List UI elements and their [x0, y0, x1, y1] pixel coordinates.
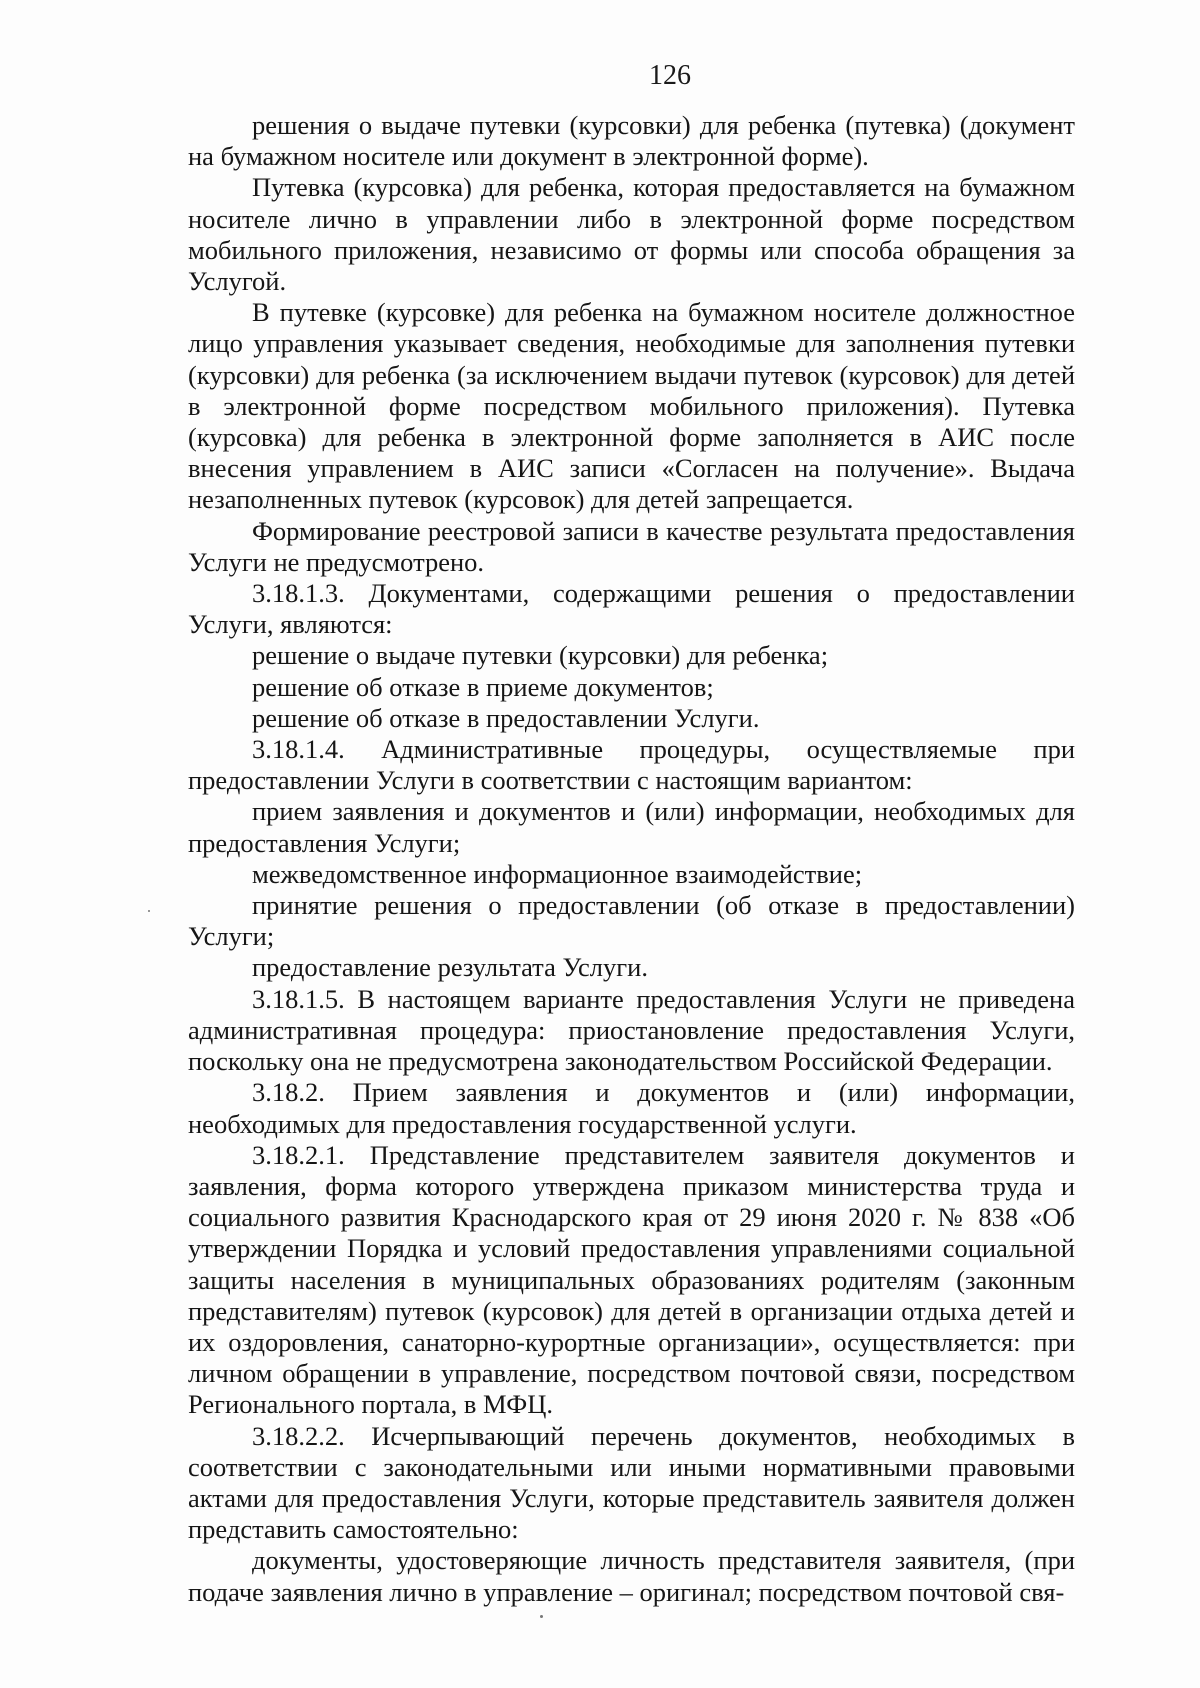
list-item-result-provision: предоставление результата Услуги. [252, 952, 648, 983]
paragraph-registry-record: Формирование реестровой записи в качестве результата предоставления Услуги не предусмотрено. [188, 515, 1075, 577]
list-item-refusal-service: решение об отказе в предоставлении Услуги. [252, 702, 760, 733]
paragraph-3-18-2-2: 3.18.2.2. Исчерпывающий перечень документов, необходимых в соответствии с законодательными или иными нормативными правовыми актами для предоставления Услуги, которые представитель заявителя должен представить самостоятельно: [188, 1420, 1075, 1545]
paragraph-result-decision: решения о выдаче путевки (курсовки) для ребенка (путевка) (документ на бумажном носителе или документ в электронной форме). [188, 110, 1075, 172]
page-number: 126 [649, 60, 691, 91]
scan-speck [148, 910, 150, 912]
list-item-decision-issue: решение о выдаче путевки (курсовки) для ребенка; [252, 640, 829, 671]
document-body [188, 110, 1075, 1608]
list-item-application-reception: прием заявления и документов и (или) информации, необходимых для предоставления Услуги; [188, 796, 1075, 858]
paragraph-3-18-2-1: 3.18.2.1. Представление представителем заявителя документов и заявления, форма которого утверждена приказом министерства труда и социального развития Краснодарского края от 29 июня 2020 г. № 838 «Об утверждении Порядка и условий предоставления управлениями социальной защиты населения в муниципальных образованиях родителям (законным представителям) путевок (курсовок) для детей в организации отдыха детей и их оздоровления, санаторно-курортные организации», осуществляется: при личном обращении в управление, посредством почтовой связи, посредством Регионального портала, в МФЦ. [188, 1139, 1075, 1420]
paragraph-3-18-1-5: 3.18.1.5. В настоящем варианте предоставления Услуги не приведена административная процедура: приостановление предоставления Услуги, поскольку она не предусмотрена законодательством Российской Федерации. [188, 983, 1075, 1077]
list-item-interagency-interaction: межведомственное информационное взаимодействие; [252, 858, 863, 889]
paragraph-3-18-1-4: 3.18.1.4. Административные процедуры, осуществляемые при предоставлении Услуги в соответствии с настоящим вариантом: [188, 734, 1075, 796]
paragraph-identity-documents: документы, удостоверяющие личность представителя заявителя, (при подаче заявления лично в управление – оригинал; посредством почтовой свя- [188, 1545, 1075, 1607]
paragraph-voucher-filling: В путевке (курсовке) для ребенка на бумажном носителе должностное лицо управления указывает сведения, необходимые для заполнения путевки (курсовки) для ребенка (за исключением выдачи путевок (курсовок) для детей в электронной форме посредством мобильного приложения). Путевка (курсовка) для ребенка в электронной форме заполняется в АИС после внесения управлением в АИС записи «Согласен на получение». Выдача незаполненных путевок (курсовок) для детей запрещается. [188, 297, 1075, 515]
paragraph-3-18-2: 3.18.2. Прием заявления и документов и (или) информации, необходимых для предоставления государственной услуги. [188, 1077, 1075, 1139]
paragraph-voucher-form: Путевка (курсовка) для ребенка, которая предоставляется на бумажном носителе лично в управлении либо в электронной форме посредством мобильного приложения, независимо от формы или способа обращения за Услугой. [188, 172, 1075, 297]
list-item-decision-making: принятие решения о предоставлении (об отказе в предоставлении) Услуги; [188, 890, 1075, 952]
paragraph-3-18-1-3: 3.18.1.3. Документами, содержащими решения о предоставлении Услуги, являются: [188, 578, 1075, 640]
list-item-refusal-acceptance: решение об отказе в приеме документов; [252, 671, 714, 702]
scan-speck [540, 1615, 543, 1618]
